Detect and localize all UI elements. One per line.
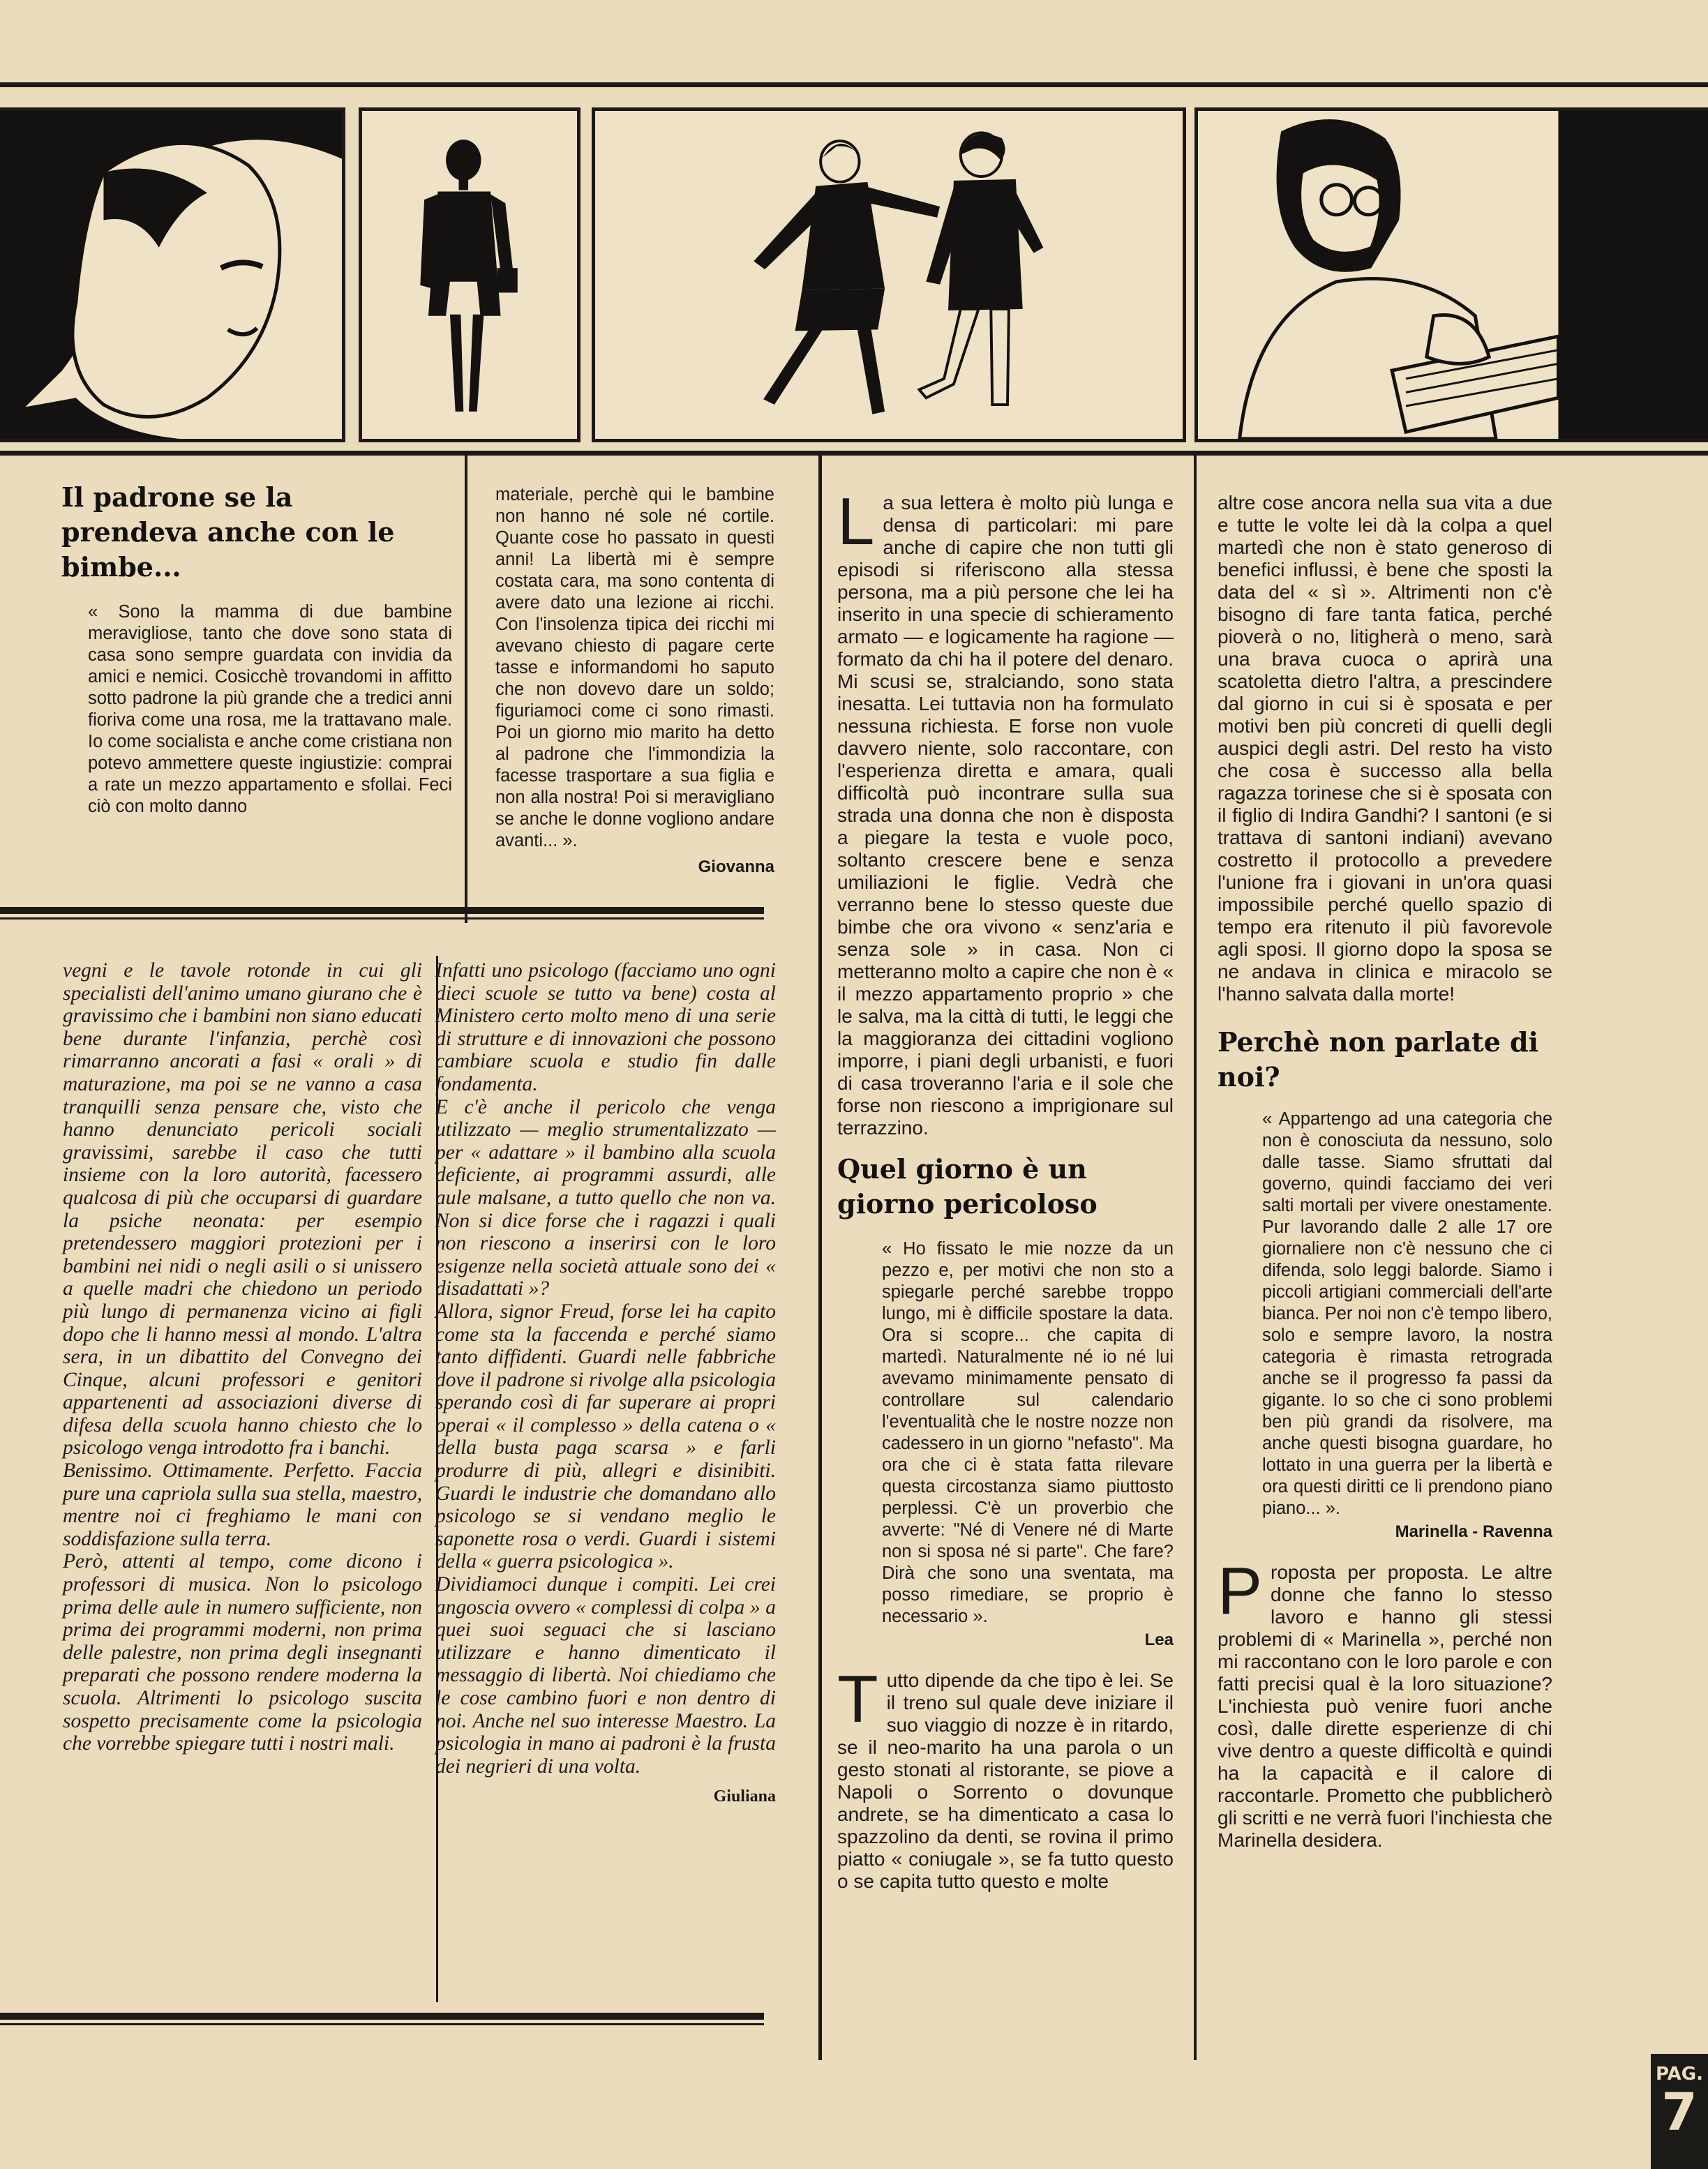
illustration-running-women: [592, 107, 1186, 442]
article-padrone-continued: [481, 484, 774, 877]
illustration-reading-girl: [1194, 107, 1708, 442]
illustration-strip: [0, 82, 1708, 456]
essay-column-1: [63, 959, 422, 1755]
essay-paragraph: Però, attenti al tempo, come dicono i professori di musica. Non lo psicologo prima delle aule in numero sufficiente, non prima dei programmi moderni, non prima delle palestre, non prima degli insegnanti preparati che possono rendere moderna la scuola. Altrimenti lo psicologo suscita sospetto precisamente come la psicologia che vorrebbe spiegare tutti i nostri mali.: [63, 1550, 422, 1755]
article-title: Quel giorno è un giorno pericoloso: [837, 1153, 1098, 1219]
article-body: « Appartengo ad una categoria che non è conosciuta da nessuno, solo dalle tasse. Siamo sfruttati dal governo, quindi facciamo dei veri salti mortali per vivere onestamente. Pur lavorando dalle 2 alle 17 ore giornaliere non c'è nessuno che ci difenda, solo leggi balorde. Siamo i piccoli artigiani commerciali dell'arte bianca. Per noi non c'è tempo libero, solo e sempre lavoro, la nostra categoria è rimasta retrograda anche se il progresso fa passi da gigante. Io so che ci sono problemi ben più grandi da risolvere, ma anche questi bisogna guardare, ho lottato in una guerra per la libertà e ora questi diritti ce li prendono piano piano... ».: [1262, 1109, 1552, 1518]
signature: Lea: [1144, 1630, 1174, 1649]
essay-paragraph: vegni e le tavole rotonde in cui gli specialisti dell'animo umano giurano che è gravissimo che i bambini non siano educati bene durante l'infanzia, perchè così rimarranno ancorati a fasi « orali » di maturazione, ma poi se ne vanno a casa tranquilli senza pensare che, visto che hanno denunciato pericoli sociali gravissimi, sarebbe il caso che tutti insieme con la loro autorità, facessero qualcosa di più che occuparsi di guardare la psiche neonata: per esempio pretendessero maggiori protezioni per i bambini nei nidi o negli asili o si unissero a quelle madri che chiedono un periodo più lungo di permanenza vicino ai figli dopo che li hanno messi al mondo. L'altra sera, in un dibattito del Convegno dei Cinque, alcuni professori e genitori appartenenti ad associazioni diverse di difesa della scuola hanno chiesto che lo psicologo venga introdotto fra i banchi.: [63, 959, 422, 1459]
reply-martedi: Tutto dipende da che tipo è lei. Se il treno sul quale deve iniziare il suo viaggio di nozze è in ritardo, se il neo-marito ha una parola o un gesto stonati al ristorante, se piove a Napoli o Sorrento o dovunque andrete, se ha dimenticato a casa lo spazzolino da denti, se rovina il primo piatto « coniugale », se fa tutto questo o se capita tutto questo e molte: [837, 1662, 1174, 1892]
article-body: « Ho fissato le mie nozze da un pezzo e, per motivi che non sto a spiegarle perché sarebbe troppo lungo, mi è difficile spostare la data. Ora si scopre... che capita di martedì. Naturalmente né io né lui avevamo minimamente pensato di controllare sul calendario l'eventualità che le nostre nozze non cadessero in un giorno "nefasto". Ma ora che ci è stata fatta rilevare questa circostanza siamo piuttosto perplessi. C'è un proverbio che avverte: "Né di Venere né di Marte non si sposa né si parte". Che fare? Dirà che sono una sventata, ma posso rimediare, se proprio è necessario ».: [882, 1239, 1174, 1626]
drop-cap: P: [1218, 1554, 1263, 1628]
column-rule-1: [465, 456, 467, 923]
page-number-value: 7: [1661, 2082, 1698, 2142]
drop-cap: L: [837, 484, 875, 559]
illustration-walking-woman: [359, 107, 580, 442]
signature: Giuliana: [713, 1787, 776, 1806]
page-label: PAG.: [1655, 2064, 1703, 2085]
column-rule-3: [1194, 456, 1197, 2060]
article-title: Perchè non parlate di noi?: [1218, 1026, 1538, 1093]
drop-cap: T: [837, 1662, 878, 1736]
signature: Marinella - Ravenna: [1395, 1522, 1552, 1541]
right-column: [1218, 492, 1552, 1852]
essay-paragraph: E c'è anche il pericolo che venga utilizzato — meglio strumentalizzato — per « adattare » il bambino alla scuola deficiente, ai programmi assurdi, alle aule malsane, a tutto quello che non va. Non si dice forse che i ragazzi i quali non riescono a inserirsi con le loro esigenze nella società attuale sono dei « disadattati »?: [435, 1095, 776, 1300]
article-body: « Sono la mamma di due bambine meravigliose, tanto che dove sono stata di casa sono sempre guardata con invidia da amici e nemici. Cosicchè trovandomi in affitto sotto padrone la più grande che a tredici anni fioriva come una rosa, me la trattavano male. Io come socialista e anche come cristiana non potevo ammettere queste ingiustizie: comprai a rate un mezzo appartamento e sfollai. Feci ciò con molto danno: [88, 602, 452, 816]
page-number: [1651, 2054, 1708, 2169]
reply-marinella: Proposta per proposta. Le altre donne che fanno lo stesso lavoro e hanno gli stessi problemi di « Marinella », perché non mi raccontano con le loro parole e con fatti precisi qual è la loro situazione? L'inchiesta può venire fuori anche così, dalle dirette esperienze di chi vive dentro a queste difficoltà e quindi ha la capacità e il calore di raccontarle. Prometto che pubblicherò gli scritti e ne verrà fuori l'inchiesta che Marinella desidera.: [1218, 1554, 1552, 1851]
illustration-woman-portrait: [0, 107, 345, 442]
column-rule-2: [818, 456, 822, 2060]
essay-paragraph: Benissimo. Ottimamente. Perfetto. Faccia pure una capriola sulla sua stella, maestro, mentre noi ci freghiamo le mani con soddisfazione sulla terra.: [63, 1459, 422, 1550]
reply-padrone: La sua lettera è molto più lunga e densa di particolari: mi pare anche di capire che non tutti gli episodi si riferiscono alla stessa persona, ma a più persone che lei ha inserito in una specie di schieramento armato — e logicamente ha ragione — formato da chi ha il potere del denaro. Mi scusi se, stralciando, sono stata inesatta. Lei tuttavia non ha formulato nessuna richiesta. E forse non vuole davvero niente, solo raccontare, con l'esperienza diretta e amara, quali difficoltà può incontrare sulla sua strada una donna che non è disposta a piegare la testa e vuole poco, soltanto crescere bene e senza umiliazioni le figlie. Vedrà che verranno bene lo stesso queste due bimbe che ora vivono « senz'aria e senza sole » in casa. Non ci metteranno molto a capire che non è « il mezzo appartamento proprio » che le salva, ma la città di tutti, le leggi che la maggioranza dei cittadini vogliono imporre, i piani degli urbanisti, e fuori di casa troveranno l'aria e il sole che forse non riescono a imprigionare sul terrazzino.: [837, 484, 1174, 1139]
essay-paragraph: Infatti uno psicologo (facciamo uno ogni dieci scuole se tutto va bene) costa al Ministero certo molto meno di una serie di strutture e di innovazioni che possono cambiare scuola e studio fin dalle fondamenta.: [435, 959, 776, 1095]
essay-paragraph: Dividiamoci dunque i compiti. Lei crei angoscia ovvero « complessi di colpa » a quei suoi seguaci che si lasciano utilizzare e hanno dimenticato il messaggio di libertà. Noi chiediamo che le cose cambino fuori e non dentro di noi. Anche nel suo interesse Maestro. La psicologia in mano ai padroni è la frusta dei negrieri di una volta.: [435, 1573, 776, 1778]
double-rule: [0, 2013, 764, 2025]
article-padrone: [61, 480, 452, 818]
essay-paragraph: Allora, signor Freud, forse lei ha capito come sta la faccenda e perché siamo tanto diffidenti. Guardi nelle fabbriche dove il padrone si rivolge alla psicologia sperando così di far superare ai propri operai « il complesso » della catena o « della busta paga scarsa » e farli produrre di più, allegri e disinibiti. Guardi le industrie che domandano allo psicologo se si vendano meglio le saponette rosa o verdi. Guardi i sistemi della « guerra psicologica ».: [435, 1300, 776, 1573]
signature: Giovanna: [698, 857, 774, 876]
reply-column: [837, 484, 1174, 1893]
article-body: materiale, perchè qui le bambine non hanno né sole né cortile. Quante cose ho passato in questi anni! La libertà mi è sempre costata cara, ma sono contenta di avere dato una lezione ai ricchi. Con l'insolenza tipica dei ricchi mi avevano chiesto di pagare certe tasse e informandomi ho saputo che non dovevo dare un soldo; figuriamoci come ci sono rimasti. Poi un giorno mio marito ha detto al padrone che l'immondizia la facesse trasportare a sua figlia e non alla nostra! Poi si meravigliano se anche le donne vogliono andare avanti... ».: [495, 485, 774, 850]
essay-column-2: [435, 959, 776, 1806]
reply-martedi-continued: altre cose ancora nella sua vita a due e tutte le volte lei dà la colpa a quel martedì che non è stato generoso di benefici influssi, è bene che sposti la data del « sì ». Altrimenti non c'è bisogno di fare tanta fatica, perché pioverà o no, litigherà o meno, sarà una brava cuoca o aprirà una scatoletta dietro l'altra, a prescindere dal giorno in cui si è sposata e per motivi ben più concreti di quelli degli auspici degli astri. Del resto ha visto che cosa è successo alla bella ragazza torinese che si è sposata con il figlio di Indira Gandhi? I santoni (e si trattava di santoni indiani) avevano costretto il protocollo a prevedere l'unione fra i giovani in un'ora quasi impossibile perché quello spazio di tempo era ritenuto il più favorevole agli sposi. Il giorno dopo la sposa se ne andava in clinica e miracolo se l'hanno salvata dalla morte!: [1218, 492, 1552, 1005]
article-title: Il padrone se la prendeva anche con le bimbe...: [61, 481, 395, 583]
double-rule: [0, 907, 764, 920]
